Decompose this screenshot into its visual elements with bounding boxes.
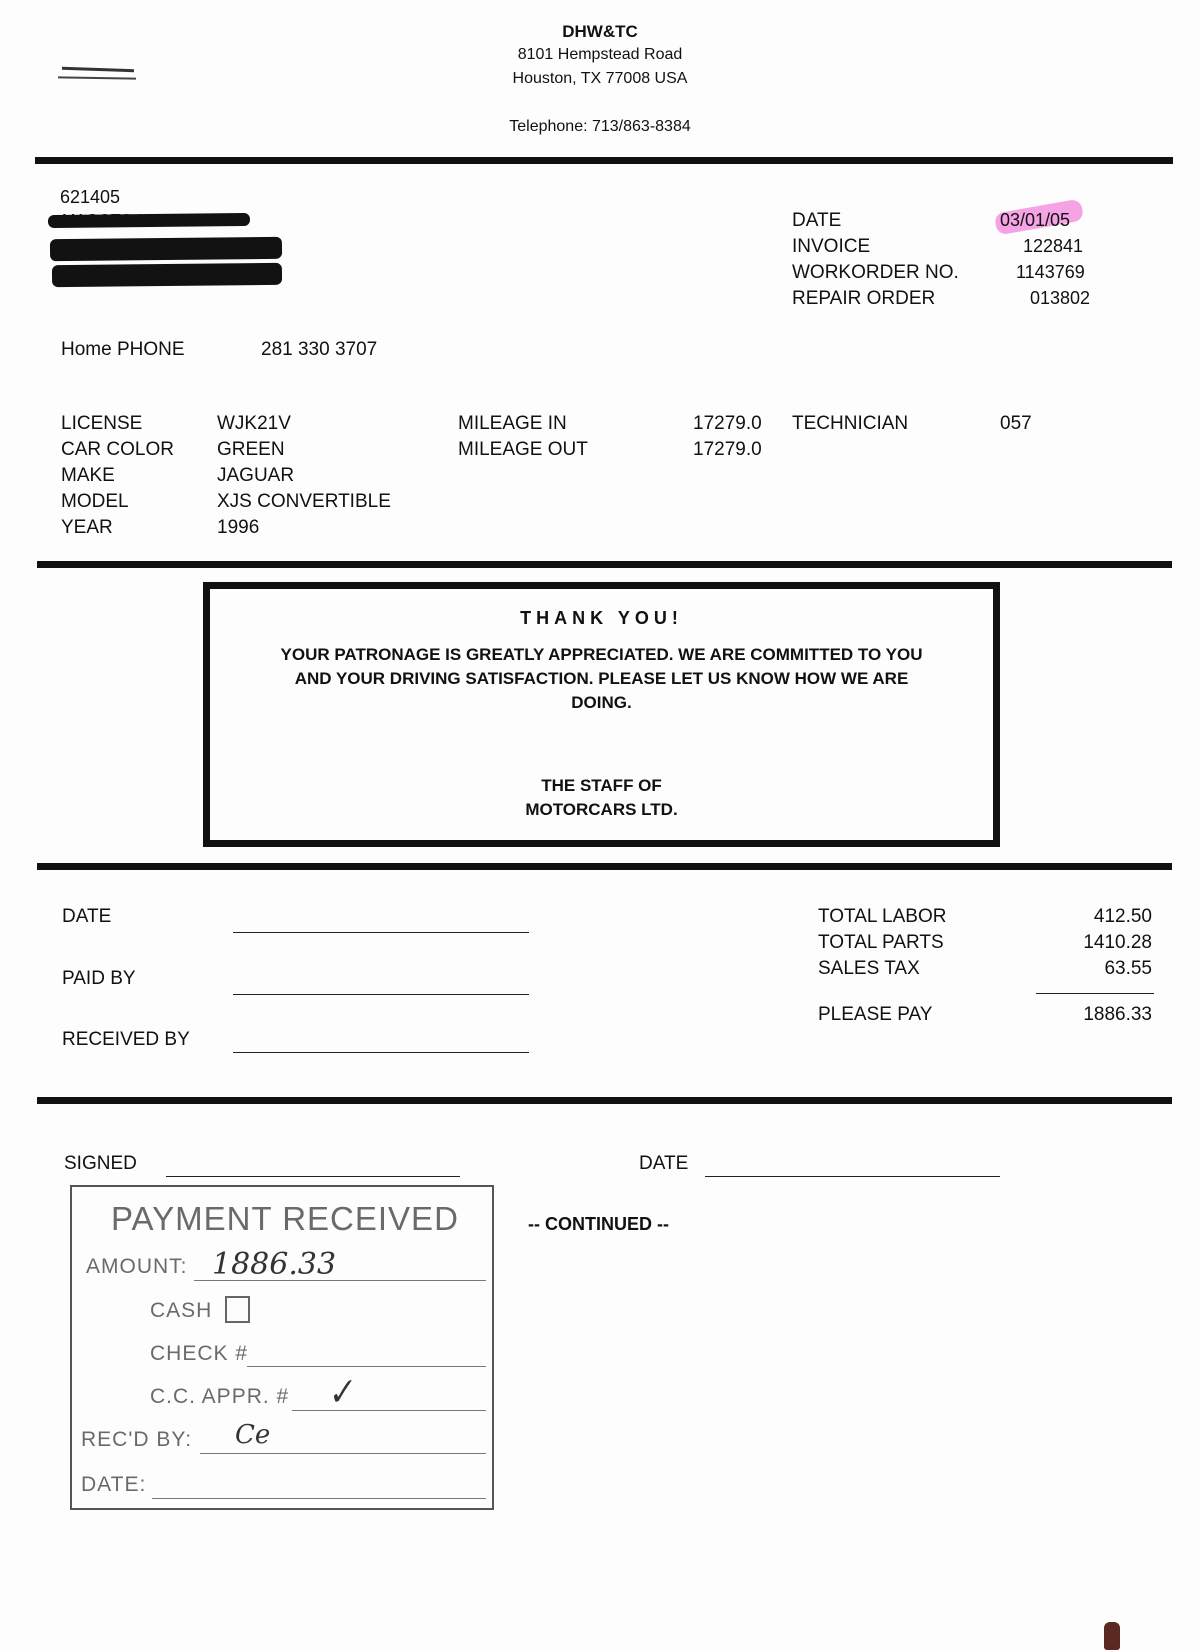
- home-phone-label: Home PHONE: [61, 339, 185, 360]
- stamp-check-line: [247, 1366, 486, 1367]
- staff-signature: MOTORCARS LTD.: [525, 800, 678, 819]
- thank-you-line: DOING.: [571, 693, 632, 712]
- ink-spot: [1104, 1622, 1120, 1650]
- divider: [35, 157, 1173, 164]
- mileage-out-value: 17279.0: [693, 439, 762, 460]
- invoice-value: 122841: [1023, 236, 1084, 256]
- stamp-amount-handwritten: 1886.33: [212, 1247, 337, 1282]
- stamp-check-label: CHECK #: [150, 1342, 249, 1365]
- paid-by-label: PAID BY: [62, 968, 136, 989]
- footer-date-line[interactable]: [705, 1176, 1000, 1177]
- company-address-line1: 8101 Hempstead Road: [517, 46, 683, 63]
- thank-you-line: YOUR PATRONAGE IS GREATLY APPRECIATED. WE ARE COMMITTED TO YOU: [280, 645, 923, 664]
- license-label: LICENSE: [61, 413, 143, 434]
- total-labor-value: 412.50: [1093, 906, 1152, 927]
- make-label: MAKE: [61, 465, 115, 486]
- technician-value: 057: [1000, 413, 1032, 434]
- home-phone-value: 281 330 3707: [261, 339, 378, 360]
- stamp-cc-label: C.C. APPR. #: [150, 1385, 290, 1408]
- invoice-label: INVOICE: [792, 236, 871, 257]
- car-color-value: GREEN: [217, 439, 285, 460]
- workorder-value: 1143769: [1016, 262, 1085, 282]
- staff-signature: THE STAFF OF: [541, 776, 662, 795]
- model-value: XJS CONVERTIBLE: [217, 491, 391, 512]
- customer-id: 621405: [60, 187, 121, 207]
- divider: [37, 1097, 1172, 1104]
- make-value: JAGUAR: [217, 465, 295, 486]
- payment-date-label: DATE: [62, 906, 112, 927]
- pen-mark: [62, 67, 134, 73]
- stamp-recd-handwritten: Ce: [235, 1420, 271, 1450]
- payment-received-stamp: [70, 1185, 494, 1510]
- total-parts-label: TOTAL PARTS: [818, 932, 944, 953]
- pen-mark: [58, 76, 136, 79]
- year-label: YEAR: [61, 517, 113, 538]
- thank-you-line: AND YOUR DRIVING SATISFACTION. PLEASE LET US KNOW HOW WE ARE: [294, 669, 909, 688]
- divider: [37, 863, 1172, 870]
- stamp-cc-line: [292, 1410, 486, 1411]
- company-telephone: Telephone: 713/863-8384: [509, 118, 691, 135]
- model-label: MODEL: [61, 491, 129, 512]
- thank-you-title: THANK YOU!: [520, 608, 683, 628]
- company-name: DHW&TC: [562, 22, 638, 41]
- please-pay-label: PLEASE PAY: [818, 1004, 933, 1025]
- mileage-out-label: MILEAGE OUT: [458, 439, 588, 460]
- check-mark-icon: ✓: [322, 1370, 359, 1416]
- company-address-line2: Houston, TX 77008 USA: [512, 70, 688, 87]
- year-value: 1996: [217, 517, 260, 538]
- date-value: 03/01/05: [1000, 210, 1071, 230]
- paid-by-line[interactable]: [233, 994, 529, 995]
- redaction-bar: [50, 237, 282, 261]
- totals-underline: [1036, 993, 1154, 994]
- date-label: DATE: [792, 210, 842, 231]
- continued-note: -- CONTINUED --: [528, 1214, 669, 1234]
- stamp-cash-label: CASH: [150, 1299, 213, 1322]
- received-by-label: RECEIVED BY: [62, 1029, 190, 1050]
- cash-checkbox[interactable]: [225, 1296, 250, 1323]
- technician-label: TECHNICIAN: [792, 413, 909, 434]
- sales-tax-value: 63.55: [1104, 958, 1152, 979]
- mileage-in-label: MILEAGE IN: [458, 413, 567, 434]
- stamp-date-line: [152, 1498, 486, 1499]
- redaction-bar: [52, 263, 282, 287]
- divider: [37, 561, 1172, 568]
- received-by-line[interactable]: [233, 1052, 529, 1053]
- stamp-recd-label: REC'D BY:: [81, 1428, 193, 1451]
- redaction-bar: [48, 213, 250, 228]
- footer-date-label: DATE: [639, 1153, 689, 1174]
- license-value: WJK21V: [217, 413, 291, 434]
- sales-tax-label: SALES TAX: [818, 958, 920, 979]
- workorder-label: WORKORDER NO.: [792, 262, 959, 283]
- stamp-title: PAYMENT RECEIVED: [111, 1200, 459, 1237]
- stamp-recd-line: [200, 1453, 486, 1454]
- signed-label: SIGNED: [64, 1153, 137, 1174]
- mileage-in-value: 17279.0: [693, 413, 762, 434]
- stamp-amount-label: AMOUNT:: [86, 1255, 188, 1278]
- payment-date-line[interactable]: [233, 932, 529, 933]
- repair-order-value: 013802: [1030, 288, 1091, 308]
- repair-order-label: REPAIR ORDER: [792, 288, 936, 309]
- total-parts-value: 1410.28: [1083, 932, 1152, 953]
- signature-line[interactable]: [166, 1176, 460, 1177]
- total-labor-label: TOTAL LABOR: [818, 906, 947, 927]
- car-color-label: CAR COLOR: [61, 439, 174, 460]
- please-pay-value: 1886.33: [1083, 1004, 1152, 1025]
- stamp-date-label: DATE:: [81, 1473, 147, 1496]
- thank-you-box: [203, 582, 1000, 847]
